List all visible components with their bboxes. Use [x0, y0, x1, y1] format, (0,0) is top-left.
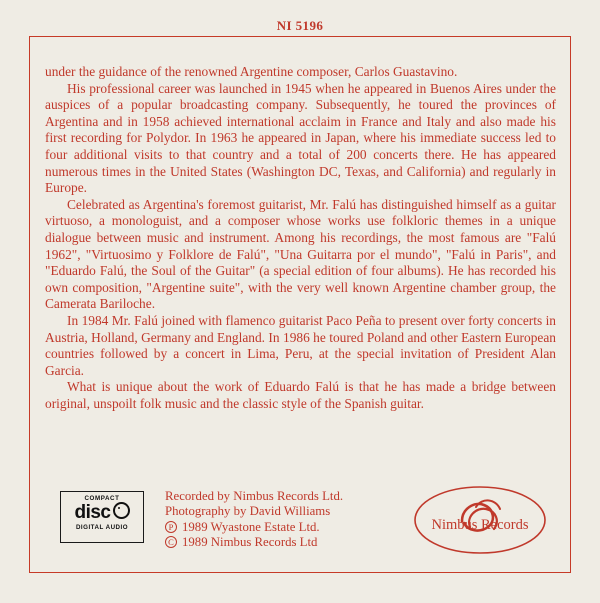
- liner-notes: [45, 64, 556, 412]
- nimbus-brand-name: Nimbus Records: [431, 517, 529, 533]
- paragraph: His professional career was launched in 1945 when he appeared in Buenos Aires under the auspices of a popular broadcasting company. Subsequently, he toured the provinces of Argentina and in 1958 achieved international acclaim in France and Italy and also made his first recording for Polydor. In 1963 he appeared in Japan, where his immediate success led to four additional visits to that country and a total of 200 concerts there. He has appeared numerous times in the United States (Washington DC, Texas, and California) and regularly in Europe.: [45, 80, 556, 196]
- credit-phonogram: [165, 520, 415, 535]
- cd-logo-bottom-text: DIGITAL AUDIO: [75, 523, 129, 531]
- credit-recorded-by: Recorded by Nimbus Records Ltd.: [165, 489, 344, 503]
- catalog-number: NI 5196: [276, 18, 324, 33]
- credits-block: [165, 489, 415, 551]
- credit-copyright: [165, 535, 415, 550]
- footer: [45, 483, 556, 563]
- paragraph: under the guidance of the renowned Argentine composer, Carlos Guastavino.: [45, 64, 458, 79]
- paragraph: In 1984 Mr. Falú joined with flamenco guitarist Paco Peña to present over forty concerts in Austria, Holland, Germany and England. In 1986 he toured Poland and other Eastern European countries followed by a concert in Lima, Peru, at the special invitation of President Alan Garcia.: [45, 312, 556, 378]
- copyright-icon: C: [165, 536, 177, 548]
- disc-icon: [113, 502, 130, 519]
- cd-logo-word: disc: [74, 501, 111, 523]
- phonogram-icon: P: [165, 521, 177, 533]
- credit-copyright-text: 1989 Nimbus Records Ltd: [182, 535, 318, 550]
- cd-logo-disc-text: [61, 502, 143, 523]
- paragraph: Celebrated as Argentina's foremost guitarist, Mr. Falú has distinguished himself as a guitar virtuoso, a monologuist, and a composer whose works use folkloric themes in a unique dialogue between music and instrument. Among his recordings, the most famous are "Falú 1962", "Virtuosimo y Folklore de Falú", "Una Guitarra por el mundo", "Falú in Paris", and "Eduardo Falú, the Soul of the Guitar" (a special edition of four albums). He has recorded his own composition, "Argentine suite", with the very well known Argentine chamber group, the Camerata Bariloche.: [45, 196, 556, 312]
- cd-logo-top-text: COMPACT: [84, 494, 120, 502]
- compact-disc-digital-audio-icon: [60, 491, 144, 543]
- credit-phonogram-text: 1989 Wyastone Estate Ltd.: [182, 519, 320, 534]
- credit-photography: Photography by David Williams: [165, 504, 331, 519]
- paragraph: What is unique about the work of Eduardo Falú is that he has made a bridge between original, unspoilt folk music and the classic style of the Spanish guitar.: [45, 379, 556, 411]
- nimbus-records-logo: [404, 483, 556, 557]
